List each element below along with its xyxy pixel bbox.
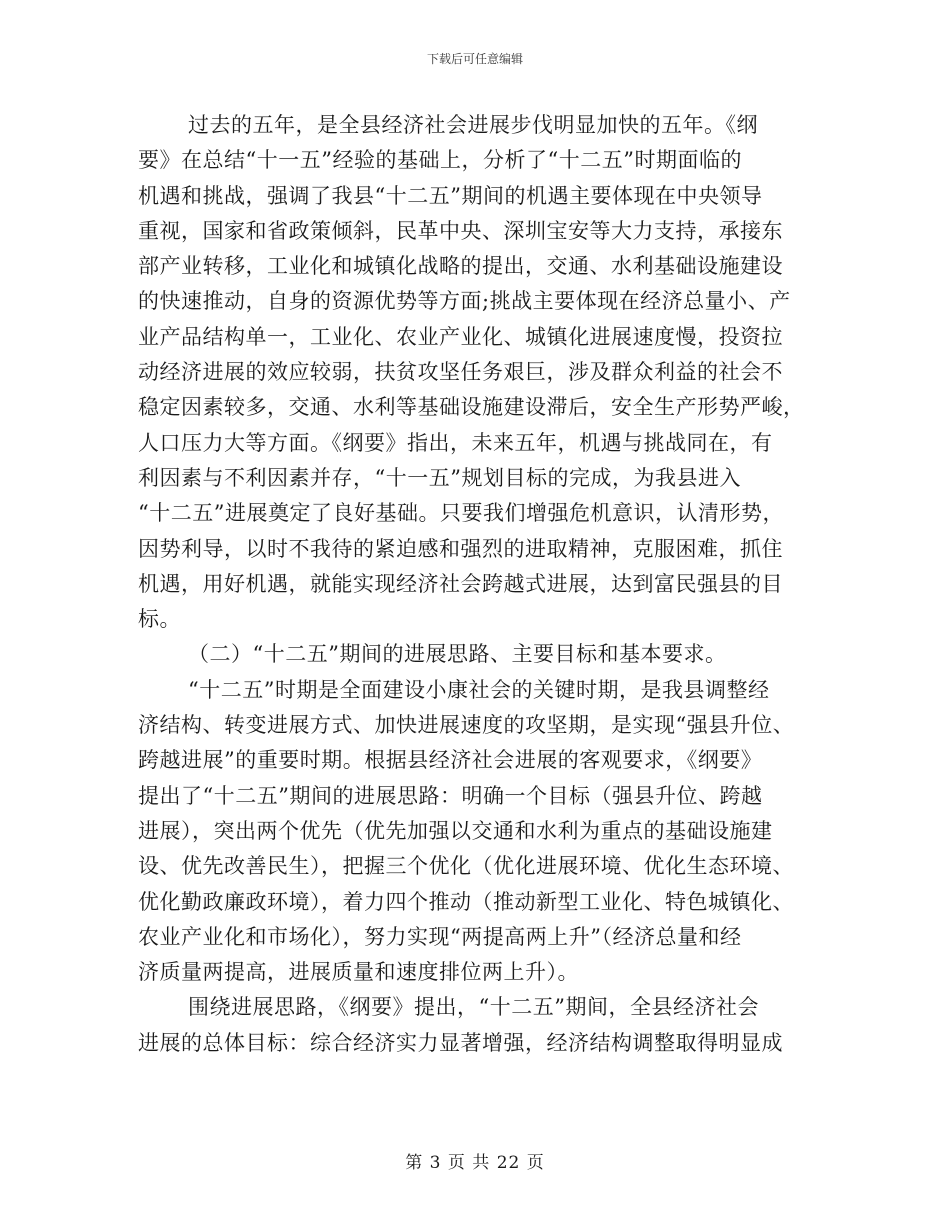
paragraph-line: 跨越进展”的重要时期。根据县经济社会进展的客观要求，《纲要》 [138, 748, 763, 773]
paragraph-line: 农业产业化和市场化），努力实现“两提高两上升”（经济总量和经 [138, 924, 742, 949]
paragraph-line: 重视，国家和省政策倾斜，民革中央、深圳宝安等大力支持，承接东 [138, 218, 783, 243]
body-text [138, 108, 808, 1061]
paragraph-line: 要》在总结“十一五”经验的基础上，分析了“十二五”时期面临的 [138, 148, 742, 173]
paragraph-line: 人口压力大等方面。《纲要》指出，未来五年，机遇与挑战同在，有 [138, 430, 773, 455]
paragraph-line: “十二五”时期是全面建设小康社会的关键时期，是我县调整经 [188, 677, 770, 702]
paragraph-line: 济结构、转变进展方式、加快进展速度的攻坚期，是实现“强县升位、 [138, 713, 795, 738]
paragraph-line: 业产品结构单一，工业化、农业产业化、城镇化进展速度慢，投资拉 [138, 324, 783, 349]
paragraph-line: 提出了“十二五”期间的进展思路：明确一个目标（强县升位、跨越 [138, 783, 763, 808]
paragraph-line: 优化勤政廉政环境），着力四个推动（推动新型工业化、特色城镇化、 [138, 889, 794, 914]
paragraph-line: 围绕进展思路，《纲要》提出，“十二五”期间，全县经济社会 [188, 995, 759, 1020]
page-number: 第 3 页 共 22 页 [405, 1153, 545, 1173]
paragraph-line: 因势利导，以时不我待的紧迫感和强烈的进取精神，克服困难，抓住 [138, 536, 783, 561]
page-header: 下载后可任意编辑 [426, 52, 523, 66]
paragraph-line: 济质量两提高，进展质量和速度排位两上升）。 [138, 960, 579, 985]
paragraph-line: 利因素与不利因素并存，“十一五”规划目标的完成，为我县进入 [138, 465, 741, 490]
paragraph-line: 机遇，用好机遇，就能实现经济社会跨越式进展，达到富民强县的目 [138, 571, 783, 596]
paragraph-line: 动经济进展的效应较弱，扶贫攻坚任务艰巨，涉及群众利益的社会不 [138, 360, 783, 385]
paragraph-line: 进展），突出两个优先（优先加强以交通和水利为重点的基础设施建 [138, 818, 773, 843]
paragraph-line: 部产业转移，工业化和城镇化战略的提出，交通、水利基础设施建设 [138, 254, 783, 279]
paragraph-line: “十二五”进展奠定了良好基础。只要我们增强危机意识，认清形势， [138, 501, 784, 526]
paragraph-line: 标。 [138, 607, 181, 632]
section-heading: （二）“十二五”期间的进展思路、主要目标和基本要求。 [188, 642, 727, 667]
paragraph-line: 过去的五年，是全县经济社会进展步伐明显加快的五年。《纲 [188, 113, 758, 137]
paragraph-line: 进展的总体目标：综合经济实力显著增强，经济结构调整取得明显成 [138, 1030, 783, 1055]
paragraph-line: 的快速推动，自身的资源优势等方面;挑战主要体现在经济总量小、产 [138, 289, 791, 314]
paragraph-line: 稳定因素较多，交通、水利等基础设施建设滞后，安全生产形势严峻， [138, 395, 805, 420]
paragraph-line: 机遇和挑战，强调了我县“十二五”期间的机遇主要体现在中央领导 [138, 183, 763, 208]
paragraph-line: 设、优先改善民生），把握三个优化（优化进展环境、优化生态环境、 [138, 854, 794, 879]
